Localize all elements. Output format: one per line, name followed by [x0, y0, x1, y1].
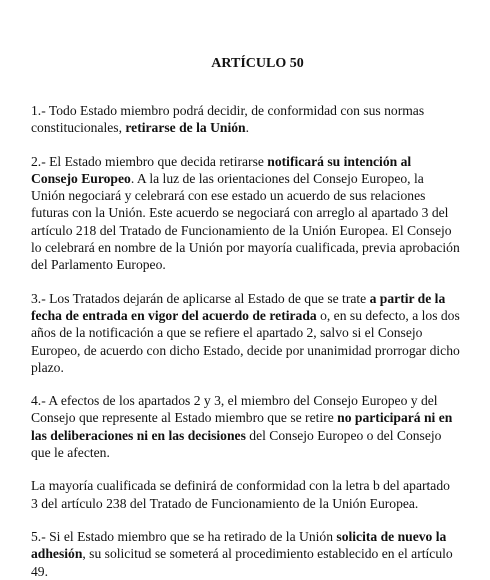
paragraph-text: 5.- Si el Estado miembro que se ha retirado de la Unión — [31, 528, 337, 544]
paragraph-text: 4.- A efectos de los apartados 2 y 3, el miembro del Consejo Europeo y del Consejo que represente al Estado miembro que se retire — [31, 393, 438, 426]
article-title: ARTÍCULO 50 — [211, 56, 304, 71]
bold-text: no participará ni en las deliberaciones ni en las decisiones — [31, 410, 453, 443]
paragraph-text: . A la luz de las orientaciones del Consejo Europeo, la Unión negociará y celebrará con ese estado un acuerdo de sus relaciones futuras con la Unión. Este acuerdo se negociará con arreglo al apartado 3 del artículo 218 del Tratado de Funcionamiento de la Unión Europea. El Consejo lo celebrará en nombre de la Unión por mayoría cualificada, previa aprobación del Parlamento Europeo. — [31, 170, 460, 273]
paragraph-text: o, en su defecto, a los dos años de la notificación a que se refiere el apartado 2, salvo si el Consejo Europeo, de acuerdo con dicho Estado, decide por unanimidad prorrogar dicho plazo. — [31, 307, 460, 375]
paragraph-p1 — [31, 102, 460, 137]
bold-text: solicita de nuevo la adhesión — [31, 528, 447, 562]
paragraph-text: La mayoría cualificada se definirá de conformidad con la letra b del apartado 3 del artículo 238 del Tratado de Funcionamiento de la Unión Europea. — [31, 478, 450, 511]
bold-text: a partir de la fecha de entrada en vigor del acuerdo de retirada — [31, 290, 446, 323]
paragraph-text: del Consejo Europeo o del Consejo que le afecten. — [31, 427, 442, 461]
bold-text: retirarse de la Unión — [125, 120, 246, 136]
paragraph-text: 1.- Todo Estado miembro podrá decidir, de conformidad con sus normas constitucionales, — [31, 103, 425, 136]
paragraph-p2 — [31, 153, 460, 274]
paragraph-p4 — [31, 392, 460, 461]
paragraph-text: 2.- El Estado miembro que decida retirarse — [31, 153, 268, 169]
paragraph-text: 3.- Los Tratados dejarán de aplicarse al Estado de que se trate — [31, 290, 370, 306]
paragraph-p6 — [31, 528, 460, 580]
paragraph-text: . — [245, 120, 249, 136]
paragraph-p5 — [31, 477, 460, 512]
paragraph-p3 — [31, 290, 460, 376]
bold-text: notificará su intención al Consejo Europeo — [31, 153, 412, 186]
paragraph-text: , su solicitud se someterá al procedimiento establecido en el artículo 49. — [31, 546, 453, 579]
article-body — [31, 102, 460, 580]
